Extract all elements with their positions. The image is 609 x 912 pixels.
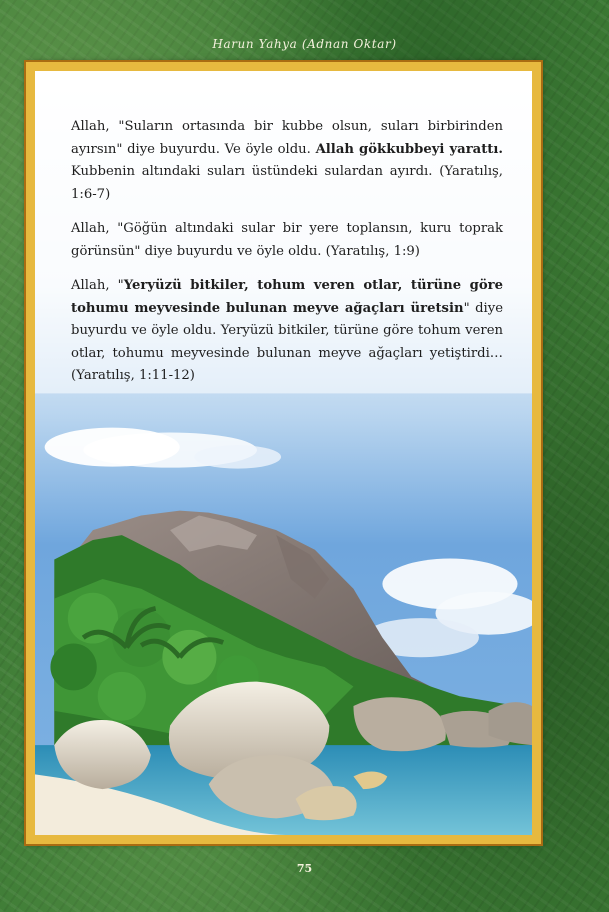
paragraph-2-text: Allah, "Göğün altındaki sular bir yere toplansın, kuru toprak görünsün" diye buyurdu ve öyle oldu. (Yaratılış, 1:9) <box>71 221 503 259</box>
ornamental-frame <box>26 62 541 844</box>
paragraph-3-bold: Yeryüzü bitkiler, tohum veren otlar, türüne göre tohumu meyvesinde bulunan meyve ağaçları üretsin <box>71 278 503 316</box>
paragraph-2 <box>71 218 503 263</box>
scripture-text-block <box>71 116 503 400</box>
paragraph-3-part-1: Allah, " <box>71 278 124 293</box>
paragraph-1-part-2: Kubbenin altındaki suları üstündeki sulardan ayırdı. (Yaratılış, 1:6-7) <box>71 164 503 202</box>
paragraph-1-part-1: Allah, "Suların ortasında bir kubbe olsun, suları birbirinden ayırsın" diye buyurdu. Ve öyle oldu. <box>71 119 503 157</box>
page-number: 75 <box>296 862 313 875</box>
paragraph-1-bold: Allah gökkubbeyi yarattı. <box>315 141 503 157</box>
running-header: Harun Yahya (Adnan Oktar) <box>212 37 397 51</box>
paragraph-1 <box>71 116 503 206</box>
paragraph-3 <box>71 275 503 388</box>
paragraph-3-part-2: " diye buyurdu ve öyle oldu. Yeryüzü bitkiler, türüne göre tohum veren otlar, tohumu meyvesinde bulunan meyve ağaçları yetiştirdi… (Yaratılış, 1:11-12) <box>71 300 503 383</box>
